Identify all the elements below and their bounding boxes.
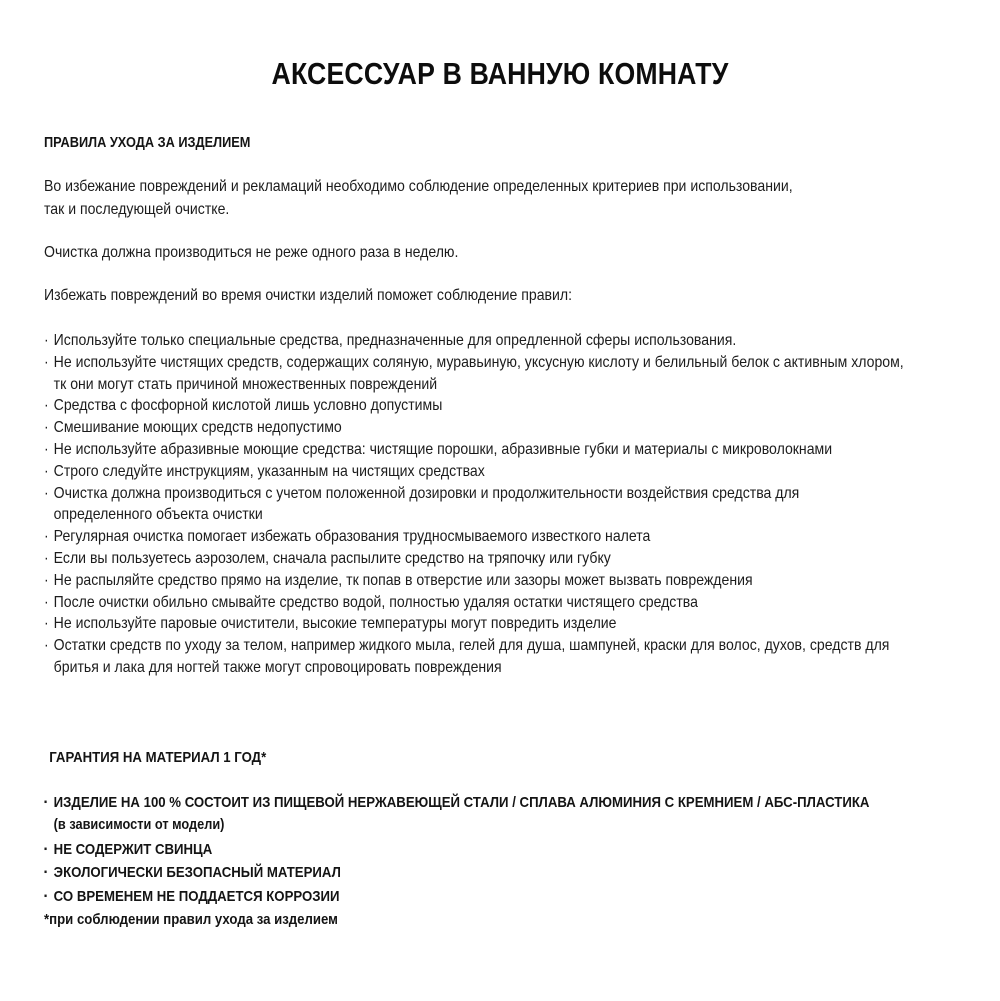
care-rule-text: Очистка должна производиться с учетом положенной дозировки и продолжительности воздействия средства для xyxy=(53,484,800,502)
care-rule-text: Смешивание моющих средств недопустимо xyxy=(53,419,342,437)
warranty-item-continuation xyxy=(44,814,869,837)
care-rule-text: Средства с фосфорной кислотой лишь условно допустимы xyxy=(53,397,443,415)
care-rule-text: Не используйте чистящих средств, содержащих соляную, муравьиную, уксусную кислоту и белильный белок с активным хлором, xyxy=(53,353,904,371)
warranty-heading: ГАРАНТИЯ НА МАТЕРИАЛ 1 ГОД* xyxy=(49,749,267,766)
care-rule-item xyxy=(44,439,904,461)
warranty-item-text: ЭКОЛОГИЧЕСКИ БЕЗОПАСНЫЙ МАТЕРИАЛ xyxy=(53,864,341,882)
warranty-item-text: СО ВРЕМЕНЕМ НЕ ПОДДАЕТСЯ КОРРОЗИИ xyxy=(53,887,340,905)
warranty-item xyxy=(44,791,869,814)
care-rule-text: После очистки обильно смывайте средство водой, полностью удаляя остатки чистящего средства xyxy=(53,593,698,611)
warranty-footnote: *при соблюдении правил ухода за изделием xyxy=(44,911,338,929)
care-rule-item xyxy=(44,395,904,417)
care-rule-item xyxy=(44,526,904,548)
care-rule-text: Не используйте паровые очистители, высокие температуры могут повредить изделие xyxy=(53,615,617,633)
bullet-square-icon: ▪ xyxy=(44,843,48,855)
care-rule-item xyxy=(44,330,904,352)
care-rule-text: Используйте только специальные средства, предназначенные для опредленной сферы использования. xyxy=(53,332,737,349)
care-rule-item xyxy=(44,548,904,570)
warranty-item xyxy=(44,838,869,861)
paragraph-line: Избежать повреждений во время очистки изделий поможет соблюдение правил: xyxy=(44,287,573,304)
care-rule-item-continuation xyxy=(44,504,904,526)
care-rule-item xyxy=(44,417,904,439)
bullet-square-icon: ▪ xyxy=(44,797,48,808)
bullet-dot-icon: · xyxy=(44,528,49,546)
care-section-heading: ПРАВИЛА УХОДА ЗА ИЗДЕЛИЕМ xyxy=(44,135,251,151)
warranty-item-text: НЕ СОДЕРЖИТ СВИНЦА xyxy=(53,840,213,858)
care-rule-item-continuation xyxy=(44,374,904,396)
paragraph-line: Во избежание повреждений и рекламаций необходимо соблюдение определенных критериев при использовании, xyxy=(44,178,793,195)
bullet-dot-icon: · xyxy=(44,549,49,567)
care-rule-text: определенного объекта очистки xyxy=(53,506,263,524)
care-rule-text: Остатки средств по уходу за телом, например жидкого мыла, гелей для душа, шампуней, краски для волос, духов, средств для xyxy=(53,637,890,655)
bullet-square-icon: ▪ xyxy=(44,867,48,879)
care-rule-item xyxy=(44,592,904,614)
warranty-item xyxy=(44,885,869,908)
warranty-list xyxy=(44,791,869,931)
care-rule-text: Не распыляйте средство прямо на изделие, тк попав в отверстие или зазоры может вызвать повреждения xyxy=(53,571,753,589)
bullet-dot-icon: · xyxy=(44,571,49,589)
bullet-dot-icon: · xyxy=(44,353,49,371)
page-title: АКСЕССУАР В ВАННУЮ КОМНАТУ xyxy=(271,56,729,91)
bullet-dot-icon: · xyxy=(44,419,49,437)
care-rule-item xyxy=(44,352,904,374)
bullet-dot-icon: · xyxy=(44,440,49,458)
bullet-dot-icon: · xyxy=(44,332,49,349)
paragraph-line: так и последующей очистке. xyxy=(44,200,230,218)
intro-paragraph-frequency xyxy=(44,242,458,265)
care-rule-item xyxy=(44,613,904,635)
care-rule-text: Регулярная очистка помогает избежать образования трудносмываемого известкого налета xyxy=(53,528,651,546)
bullet-dot-icon: · xyxy=(44,462,49,480)
warranty-item-text: (в зависимости от модели) xyxy=(53,817,225,834)
bullet-dot-icon: · xyxy=(44,637,49,655)
bullet-dot-icon: · xyxy=(44,397,49,415)
care-rule-text: Если вы пользуетесь аэрозолем, сначала распылите средство на тряпочку или губку xyxy=(53,549,611,567)
warranty-item xyxy=(44,861,869,884)
bullet-dot-icon: · xyxy=(44,615,49,633)
care-rule-text: тк они могут стать причиной множественных повреждений xyxy=(53,375,438,393)
bullet-dot-icon: · xyxy=(44,484,49,502)
care-rule-item-continuation xyxy=(44,657,904,679)
care-rule-item xyxy=(44,570,904,592)
bullet-dot-icon: · xyxy=(44,593,49,611)
intro-paragraph-rules-lead xyxy=(44,285,572,308)
paragraph-line: Очистка должна производиться не реже одного раза в неделю. xyxy=(44,244,459,261)
care-rule-item xyxy=(44,461,904,483)
bullet-square-icon: ▪ xyxy=(44,890,48,902)
intro-paragraph-usage xyxy=(44,176,793,221)
care-rule-text: Не используйте абразивные моющие средства: чистящие порошки, абразивные губки и материалы с микроволокнами xyxy=(53,440,833,458)
care-rule-text: бритья и лака для ногтей также могут спровоцировать повреждения xyxy=(53,658,502,676)
care-rule-item xyxy=(44,483,904,505)
care-rule-text: Строго следуйте инструкциям, указанным на чистящих средствах xyxy=(53,462,485,480)
care-rule-item xyxy=(44,635,904,657)
warranty-item-text: ИЗДЕЛИЕ НА 100 % СОСТОИТ ИЗ ПИЩЕВОЙ НЕРЖАВЕЮЩЕЙ СТАЛИ / СПЛАВА АЛЮМИНИЯ С КРЕМНИЕМ / АБС-ПЛАСТИКА xyxy=(53,794,870,811)
care-rules-list xyxy=(44,330,904,679)
